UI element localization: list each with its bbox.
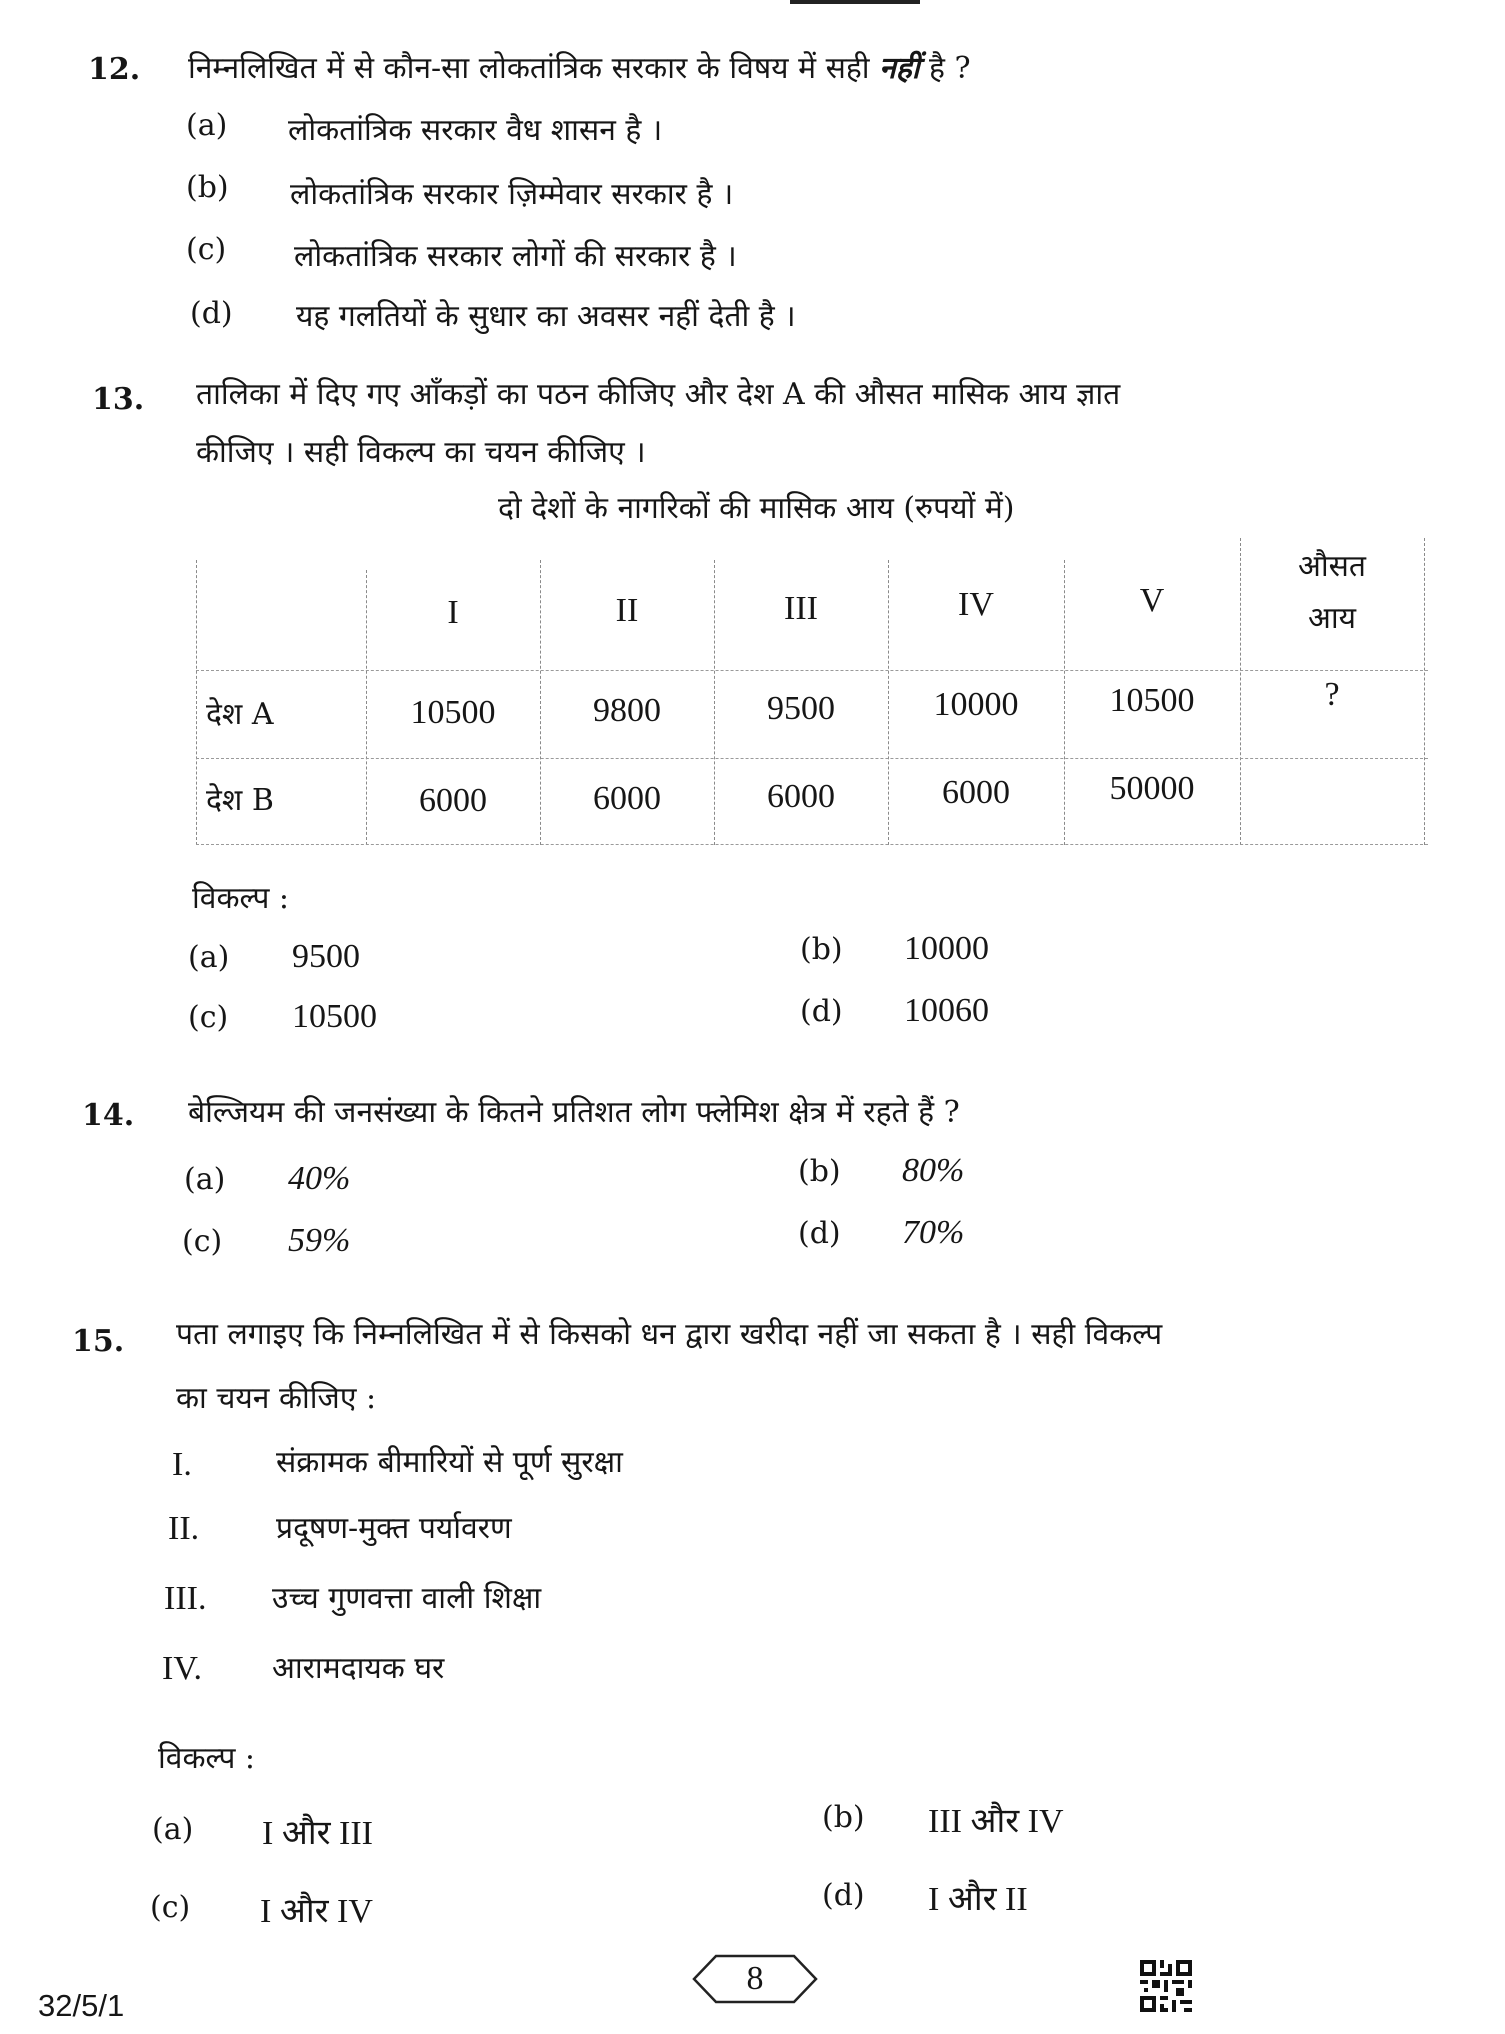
q15-options-label: विकल्प : <box>158 1741 256 1776</box>
q15-item-1-label: I. <box>172 1446 192 1483</box>
top-rule <box>790 0 920 4</box>
q15-item-3-label: III. <box>164 1580 207 1617</box>
table-row-b-cell: 6000 <box>419 782 487 819</box>
q12-text-before: निम्नलिखित में से कौन-सा लोकतांत्रिक सरकार के विषय में सही <box>188 51 880 86</box>
q12-option-d-text: यह गलतियों के सुधार का अवसर नहीं देती है । <box>296 299 796 334</box>
table-row-b-cell: 6000 <box>767 778 835 815</box>
q14-option-c-label: (c) <box>182 1224 223 1259</box>
page-number: 8 <box>746 1960 764 1997</box>
table-header-iv: IV <box>958 586 994 623</box>
q13-options-label: विकल्प : <box>192 881 290 916</box>
q14-option-c-text: 59% <box>288 1222 351 1259</box>
table-caption: दो देशों के नागरिकों की मासिक आय (रुपयों में) <box>498 491 1015 526</box>
q14-text: बेल्जियम की जनसंख्या के कितने प्रतिशत लोग फ्लेमिश क्षेत्र में रहते हैं ? <box>188 1095 960 1130</box>
q15-option-a-label: (a) <box>152 1812 194 1847</box>
q12-text-after: है ? <box>919 51 971 86</box>
q12-number: 12. <box>88 52 141 87</box>
q13-line2: कीजिए । सही विकल्प का चयन कीजिए । <box>196 435 646 470</box>
table-header-v: V <box>1139 582 1165 619</box>
q15-option-c-label: (c) <box>150 1890 191 1925</box>
table-header-i: I <box>447 594 459 631</box>
q15-line2: का चयन कीजिए : <box>176 1381 377 1416</box>
q12-option-a-label: (a) <box>186 108 228 143</box>
table-row-a-cell: 9500 <box>767 690 835 727</box>
q15-item-4-text: आरामदायक घर <box>272 1651 445 1686</box>
table-header-iii: III <box>784 590 818 627</box>
q14-option-d-text: 70% <box>902 1214 965 1251</box>
q15-option-b-label: (b) <box>822 1800 865 1835</box>
q15-option-b-text: III और IV <box>928 1803 1064 1840</box>
table-rule <box>196 560 197 845</box>
table-row-a-cell: 10000 <box>933 686 1019 723</box>
q13-option-c-label: (c) <box>188 1000 229 1035</box>
table-row-a-cell: 9800 <box>593 692 661 729</box>
q13-option-a-text: 9500 <box>292 938 360 975</box>
q13-option-b-text: 10000 <box>904 930 989 967</box>
q12-option-b-text: लोकतांत्रिक सरकार ज़िम्मेवार सरकार है । <box>290 177 734 212</box>
q15-option-a-text: I और III <box>262 1815 373 1852</box>
q13-option-c-text: 10500 <box>292 998 377 1035</box>
q15-number: 15. <box>72 1324 125 1359</box>
q15-item-1-text: संक्रामक बीमारियों से पूर्ण सुरक्षा <box>276 1445 623 1480</box>
q13-option-a-label: (a) <box>188 940 230 975</box>
table-row-a-average: ? <box>1324 676 1340 713</box>
q12-option-c-text: लोकतांत्रिक सरकार लोगों की सरकार है । <box>294 239 737 274</box>
q15-item-2-label: II. <box>168 1510 200 1547</box>
table-rule <box>196 670 1428 671</box>
table-row-b-cell: 6000 <box>593 780 661 817</box>
table-rule <box>196 758 1428 759</box>
q14-option-b-text: 80% <box>902 1152 965 1189</box>
q13-option-b-label: (b) <box>800 932 843 967</box>
q14-number: 14. <box>82 1098 135 1133</box>
q12-option-a-text: लोकतांत्रिक सरकार वैध शासन है । <box>288 113 663 148</box>
table-row-b-cell: 6000 <box>942 774 1010 811</box>
q14-option-a-text: 40% <box>288 1160 351 1197</box>
qr-code-icon <box>1140 1960 1192 2012</box>
q15-option-c-text: I और IV <box>260 1893 373 1930</box>
q14-option-b-label: (b) <box>798 1154 841 1189</box>
q12-option-d-label: (d) <box>190 296 233 331</box>
q13-line1: तालिका में दिए गए आँकड़ों का पठन कीजिए और देश A की औसत मासिक आय ज्ञात <box>196 377 1121 412</box>
q15-item-3-text: उच्च गुणवत्ता वाली शिक्षा <box>272 1581 542 1616</box>
table-row-a-cell: 10500 <box>1109 682 1195 719</box>
q12-option-c-label: (c) <box>186 232 227 267</box>
q12-option-b-label: (b) <box>186 170 229 205</box>
table-rule <box>196 844 1428 845</box>
table-rule <box>1424 538 1425 845</box>
q14-option-a-label: (a) <box>184 1162 226 1197</box>
table-row-b-label: देश B <box>206 783 274 818</box>
table-row-a-cell: 10500 <box>410 694 496 731</box>
q13-option-d-text: 10060 <box>904 992 989 1029</box>
q12-text <box>188 46 971 87</box>
page-number-badge <box>690 1952 820 2006</box>
table-header-average-line2: आय <box>1307 601 1357 636</box>
table-row-b-cell: 50000 <box>1109 770 1195 807</box>
q14-option-d-label: (d) <box>798 1216 841 1251</box>
q15-item-4-label: IV. <box>162 1650 202 1687</box>
q12-text-emphasis: नहीं <box>879 51 920 86</box>
q15-option-d-text: I और II <box>928 1881 1028 1918</box>
q15-line1: पता लगाइए कि निम्नलिखित में से किसको धन द्वारा खरीदा नहीं जा सकता है । सही विकल्प <box>176 1317 1163 1352</box>
table-header-ii: II <box>615 592 639 629</box>
table-header-average-line1: औसत <box>1297 549 1367 584</box>
q13-option-d-label: (d) <box>800 994 843 1029</box>
table-row-a-label: देश A <box>206 697 274 732</box>
income-table <box>196 549 1428 845</box>
q13-number: 13. <box>92 382 145 417</box>
q15-item-2-text: प्रदूषण-मुक्त पर्यावरण <box>276 1511 512 1546</box>
paper-code: 32/5/1 <box>38 1988 125 2023</box>
q15-option-d-label: (d) <box>822 1878 865 1913</box>
